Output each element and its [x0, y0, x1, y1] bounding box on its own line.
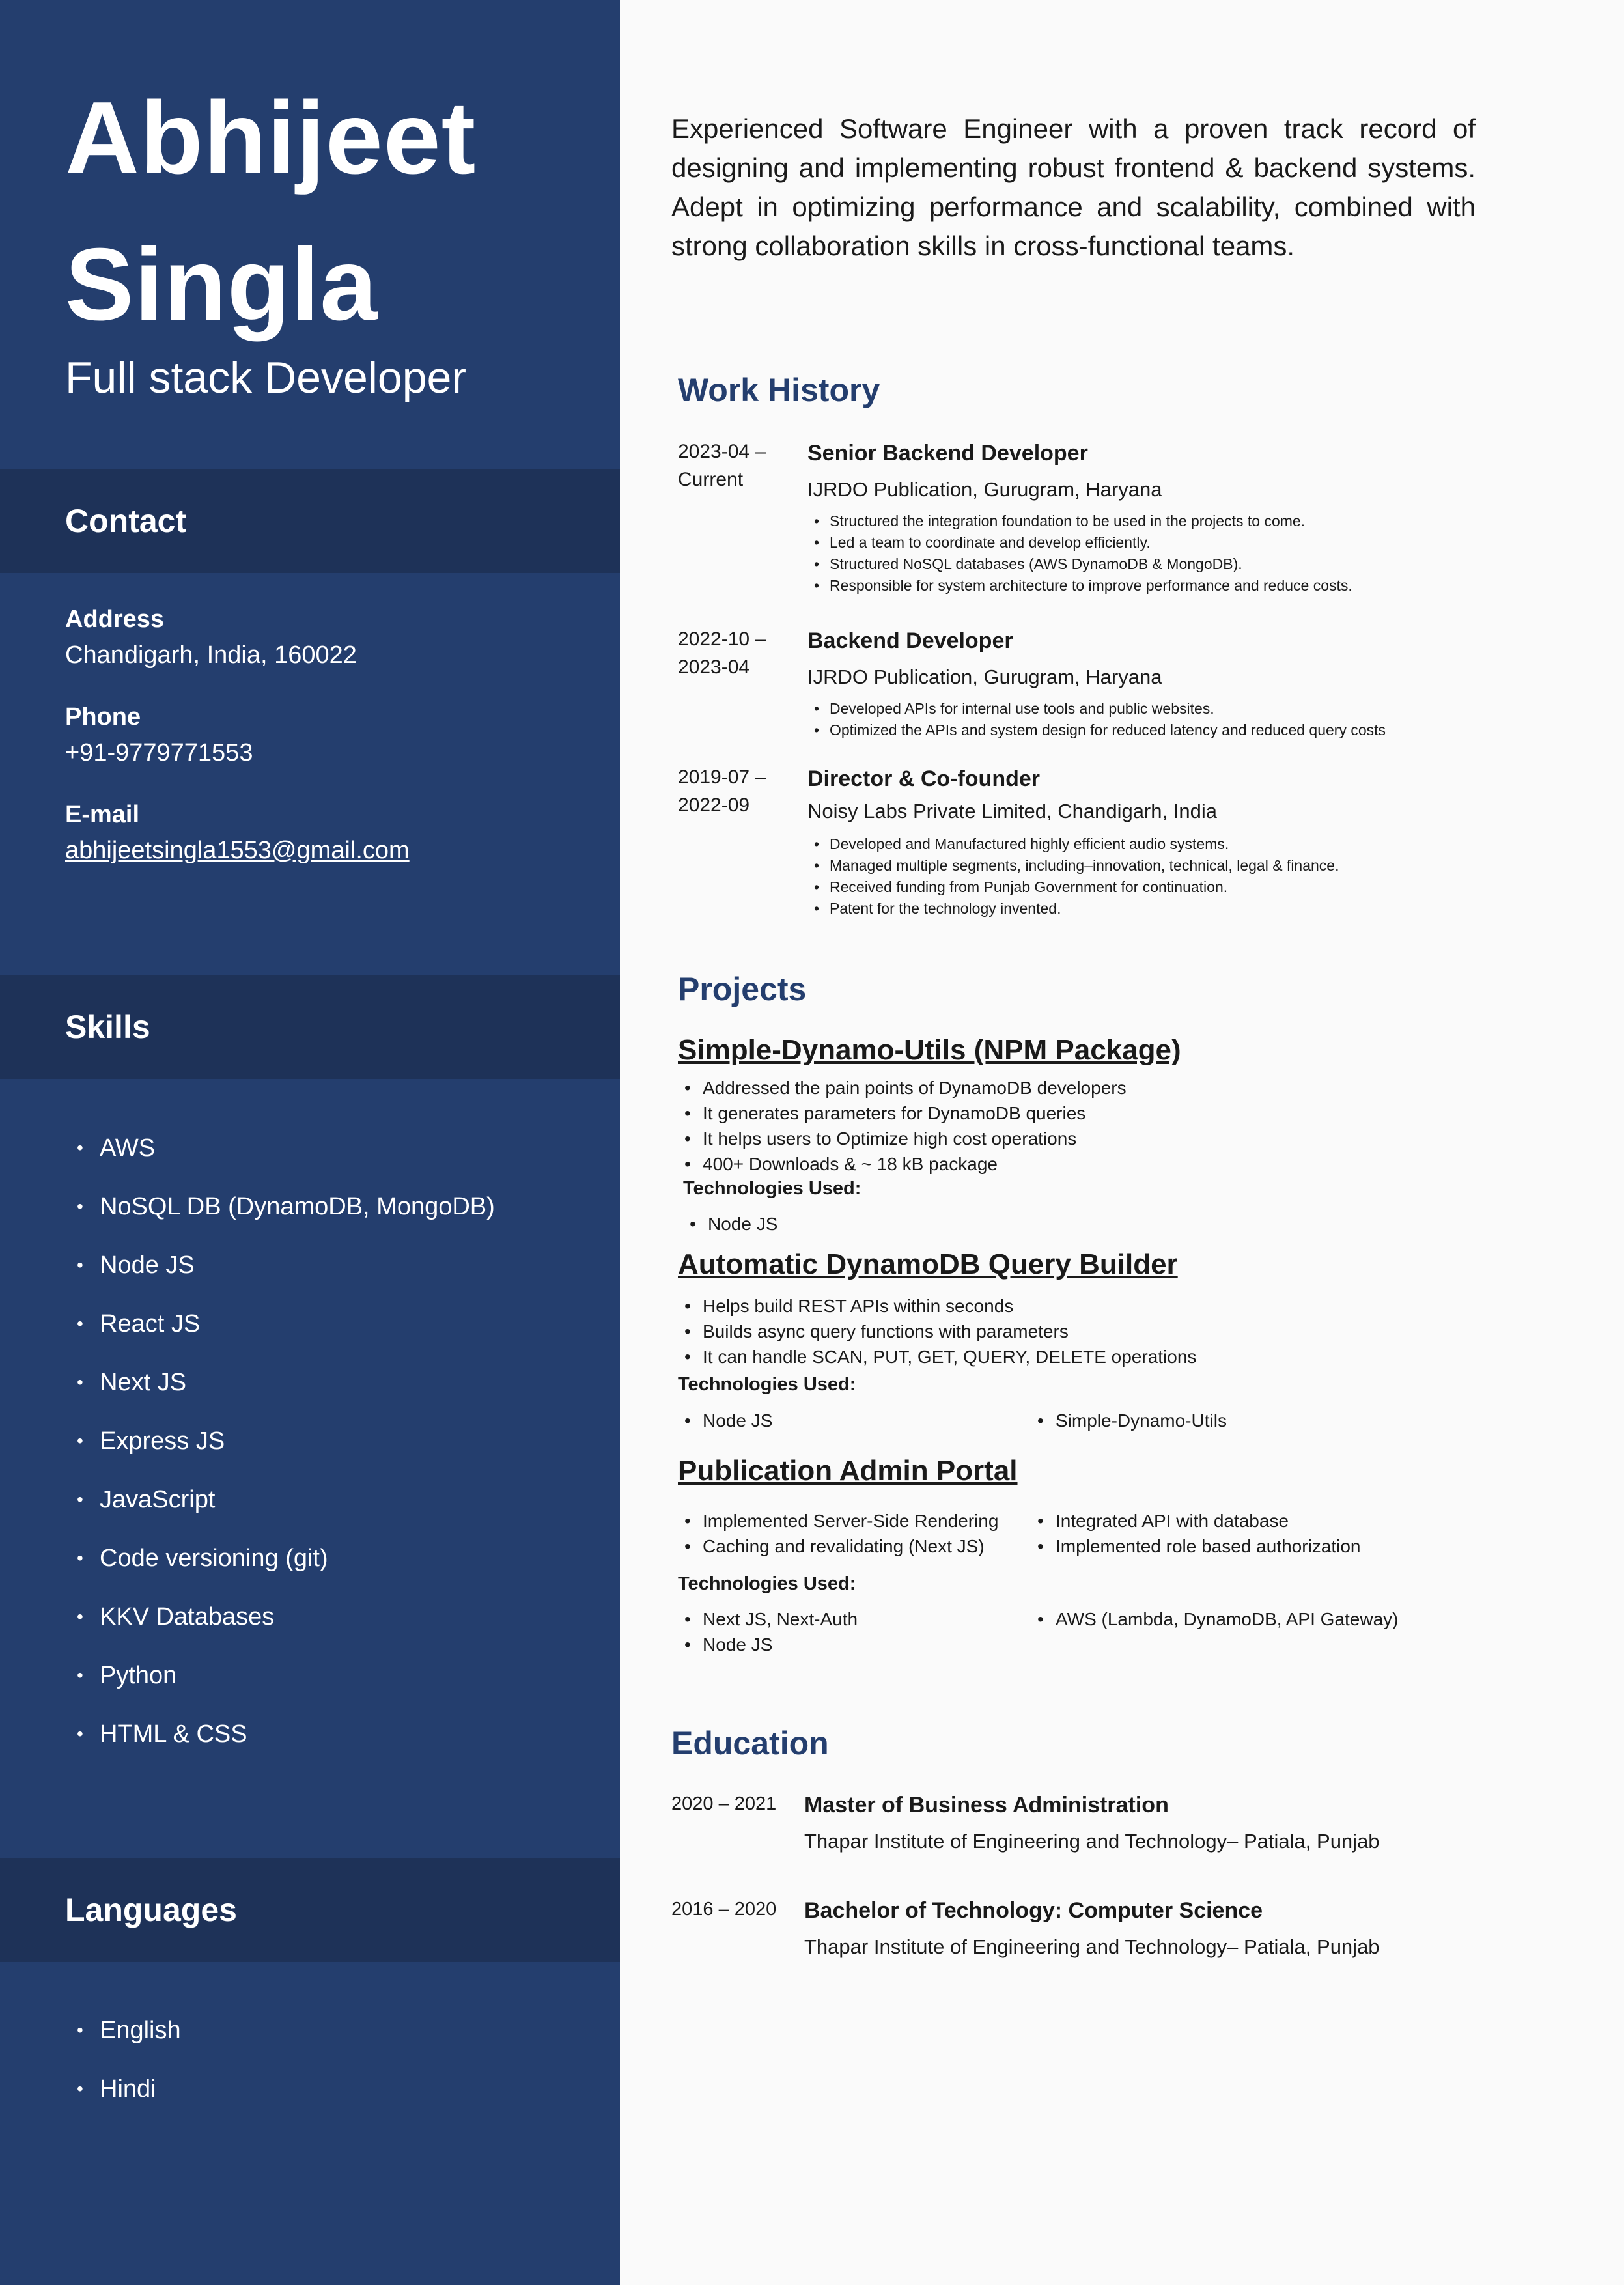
project-bullet: • It helps users to Optimize high cost operations: [678, 1126, 1127, 1151]
skill-item: • JavaScript: [65, 1481, 495, 1540]
last-name: Singla: [65, 227, 378, 342]
project-tech-list-right: [1031, 1606, 1399, 1632]
job-bullets: [807, 834, 1393, 919]
project-bullets: [678, 1075, 1127, 1177]
job-bullet: • Responsible for system architecture to improve performance and reduce costs.: [807, 575, 1393, 596]
job-bullets: [807, 698, 1393, 741]
tech-item: • Node JS: [683, 1211, 777, 1237]
work-history-heading: Work History: [678, 372, 880, 408]
tech-item: • Simple-Dynamo-Utils: [1031, 1408, 1227, 1433]
candidate-name: [65, 65, 476, 358]
tech-item: • Node JS: [678, 1408, 772, 1433]
project-tech-list-left: [678, 1408, 772, 1433]
job-company: Noisy Labs Private Limited, Chandigarh, India: [807, 800, 1217, 822]
tech-item: • AWS (Lambda, DynamoDB, API Gateway): [1031, 1606, 1399, 1632]
skill-item: • Python: [65, 1657, 495, 1716]
education-degree: Master of Business Administration: [804, 1793, 1169, 1817]
technologies-label: Technologies Used:: [678, 1573, 856, 1594]
education-dates: 2016 – 2020: [671, 1899, 777, 1920]
project-bullet: • It can handle SCAN, PUT, GET, QUERY, DELETE operations: [678, 1344, 1196, 1369]
languages-heading: Languages: [65, 1892, 237, 1928]
project-bullet: • Implemented Server-Side Rendering: [678, 1508, 998, 1534]
job-title: Senior Backend Developer: [807, 441, 1088, 466]
job-date-start: 2019-07 –: [678, 766, 766, 788]
project-bullets: [678, 1293, 1196, 1369]
project-bullet: • Integrated API with database: [1031, 1508, 1361, 1534]
education-degree: Bachelor of Technology: Computer Science: [804, 1898, 1263, 1923]
job-dates: [678, 625, 795, 681]
email-link[interactable]: abhijeetsingla1553@gmail.com: [65, 837, 410, 864]
profile-summary: Experienced Software Engineer with a proven track record of designing and implementing robust frontend & backend systems. Adept in optimizing performance and scalability, combined with strong collaboration skills in cross-functional teams.: [671, 113, 1476, 261]
job-bullet: • Structured NoSQL databases (AWS DynamoDB & MongoDB).: [807, 554, 1393, 575]
job-date-end: Current: [678, 469, 744, 490]
project-tech-list-left: [678, 1606, 858, 1657]
job-dates: [678, 438, 795, 494]
email-label: E-mail: [65, 801, 140, 828]
job-dates: [678, 763, 795, 819]
education-heading: Education: [671, 1725, 829, 1761]
project-title[interactable]: Simple-Dynamo-Utils (NPM Package): [678, 1034, 1181, 1066]
skill-item: • HTML & CSS: [65, 1716, 495, 1774]
job-company: IJRDO Publication, Gurugram, Haryana: [807, 666, 1162, 688]
job-bullet: • Optimized the APIs and system design for reduced latency and reduced query costs: [807, 720, 1393, 741]
job-company: IJRDO Publication, Gurugram, Haryana: [807, 478, 1162, 501]
language-item: • English: [65, 2012, 181, 2071]
skills-heading: Skills: [65, 1009, 150, 1045]
project-bullet: • 400+ Downloads & ~ 18 kB package: [678, 1151, 1127, 1177]
job-bullet: • Received funding from Punjab Government for continuation.: [807, 876, 1393, 898]
job-bullets: [807, 511, 1393, 596]
tech-item: • Node JS: [678, 1632, 858, 1657]
tech-item: • Next JS, Next-Auth: [678, 1606, 858, 1632]
project-bullet: • Addressed the pain points of DynamoDB developers: [678, 1075, 1127, 1100]
first-name: Abhijeet: [65, 81, 477, 195]
skill-item: • Express JS: [65, 1423, 495, 1481]
project-bullet: • Caching and revalidating (Next JS): [678, 1534, 998, 1559]
languages-section-header: [0, 1858, 620, 1962]
job-bullet: • Managed multiple segments, including–innovation, technical, legal & finance.: [807, 855, 1393, 876]
skill-item: • Code versioning (git): [65, 1540, 495, 1599]
skill-item: • Next JS: [65, 1364, 495, 1423]
skills-section-header: [0, 975, 620, 1079]
language-item: • Hindi: [65, 2071, 181, 2129]
project-bullet: • It generates parameters for DynamoDB queries: [678, 1100, 1127, 1126]
job-bullet: • Patent for the technology invented.: [807, 898, 1393, 919]
project-bullet: • Helps build REST APIs within seconds: [678, 1293, 1196, 1319]
job-bullet: • Developed APIs for internal use tools and public websites.: [807, 698, 1393, 720]
skill-item: • Node JS: [65, 1247, 495, 1306]
project-tech-list: [683, 1211, 777, 1237]
project-title[interactable]: Publication Admin Portal: [678, 1455, 1018, 1487]
job-date-end: 2022-09: [678, 794, 750, 816]
phone-label: Phone: [65, 703, 141, 731]
technologies-label: Technologies Used:: [683, 1178, 861, 1199]
technologies-label: Technologies Used:: [678, 1374, 856, 1395]
skill-item: • React JS: [65, 1306, 495, 1364]
project-bullets-right: [1031, 1508, 1361, 1559]
contact-section-header: [0, 469, 620, 573]
address-value: Chandigarh, India, 160022: [65, 641, 357, 669]
job-bullet: • Structured the integration foundation to be used in the projects to come.: [807, 511, 1393, 532]
main-content: [620, 0, 1624, 2285]
languages-list: [65, 2012, 181, 2129]
contact-heading: Contact: [65, 503, 187, 539]
project-bullets-left: [678, 1508, 998, 1559]
project-tech-list-right: [1031, 1408, 1227, 1433]
job-date-start: 2022-10 –: [678, 628, 766, 650]
project-bullet: • Builds async query functions with parameters: [678, 1319, 1196, 1344]
skill-item: • AWS: [65, 1130, 495, 1188]
job-bullet: • Led a team to coordinate and develop efficiently.: [807, 532, 1393, 554]
education-dates: 2020 – 2021: [671, 1793, 777, 1814]
skills-list: [65, 1130, 495, 1774]
education-school: Thapar Institute of Engineering and Technology– Patiala, Punjab: [804, 1830, 1380, 1853]
job-title: Backend Developer: [807, 628, 1013, 653]
job-title: Director & Co-founder: [807, 766, 1040, 791]
phone-value: +91-9779771553: [65, 739, 253, 766]
job-bullet: • Developed and Manufactured highly efficient audio systems.: [807, 834, 1393, 855]
sidebar: [0, 0, 620, 2285]
projects-heading: Projects: [678, 971, 807, 1007]
project-title[interactable]: Automatic DynamoDB Query Builder: [678, 1248, 1178, 1280]
job-date-end: 2023-04: [678, 656, 750, 678]
skill-item: • NoSQL DB (DynamoDB, MongoDB): [65, 1188, 495, 1247]
project-bullet: • Implemented role based authorization: [1031, 1534, 1361, 1559]
job-role: Full stack Developer: [65, 353, 467, 402]
job-date-start: 2023-04 –: [678, 441, 766, 462]
education-school: Thapar Institute of Engineering and Technology– Patiala, Punjab: [804, 1935, 1380, 1958]
address-label: Address: [65, 606, 165, 633]
skill-item: • KKV Databases: [65, 1599, 495, 1657]
